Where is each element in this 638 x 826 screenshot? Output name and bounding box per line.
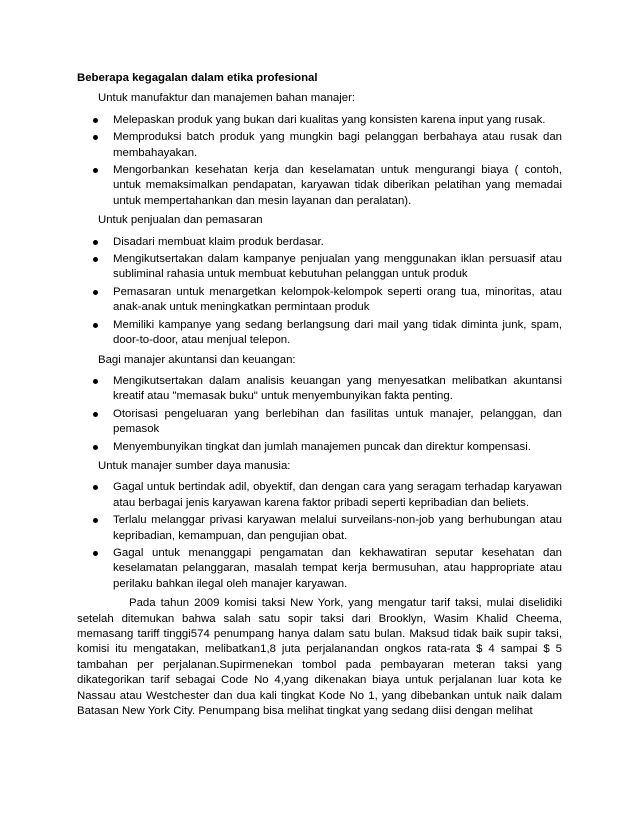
section-human-resources — [77, 459, 562, 592]
list-item-text: Mengorbankan kesehatan kerja dan keselamatan untuk mengurangi biaya ( contoh, untuk memaksimalkan pendapatan, karyawan tidak diberikan pelatihan yang memadai untuk mempertahankan dan mesin layanan dan peralatan). — [113, 164, 562, 207]
document-title: Beberapa kegagalan dalam etika profesional — [77, 72, 318, 84]
list-item — [113, 163, 562, 209]
list-item — [113, 374, 562, 405]
list-item-text: Disadari membuat klaim produk berdasar. — [113, 235, 324, 248]
section-sales-marketing — [77, 213, 562, 348]
list-item — [113, 285, 562, 316]
list-item-text: Mengikutsertakan dalam analisis keuangan yang menyesatkan melibatkan akuntansi kreatif atau "memasak buku" untuk menyembunyikan fakta penting. — [113, 374, 562, 403]
list-item-text: Otorisasi pengeluaran yang berlebihan dan fasilitas untuk manajer, pelanggan, dan pemasok — [113, 407, 562, 436]
list-item-text: Mengikutsertakan dalam kampanye penjualan yang menggunakan iklan persuasif atau subliminal rahasia untuk membuat kebutuhan pelanggan untuk produk — [113, 253, 562, 281]
section-heading: Untuk penjualan dan pemasaran — [98, 214, 263, 227]
body-paragraph: Pada tahun 2009 komisi taksi New York, yang mengatur tarif taksi, mulai diselidiki setelah ditemukan bahwa salah satu sopir taksi dari Brooklyn, Wasim Khalid Cheema, memasang tariff tinggi574 penumpang hanya dalam satu bulan. Maksud tidak baik supir taksi, komisi itu mengatakan, melibatkan1,8 juta perjalanandan ongkos rata-rata $ 4 sampai $ 5 tambahan per perjalanan.Supirmenekan tombol pada pembayaran meteran taksi yang dikategorikan tarif sebagai Code No 4,yang dikenakan biaya untuk perjalanan luar kota ke Nassau atau Westchester dan dua kali tingkat Kode No 1, yang dibebankan untuk naik dalam Batasan New York City. Penumpang bisa melihat tingkat yang sedang diisi dengan melihat — [77, 597, 562, 718]
bullet-list — [77, 235, 562, 349]
section-accounting-finance — [77, 353, 562, 455]
section-heading: Untuk manajer sumber daya manusia: — [98, 459, 291, 472]
section-heading: Bagi manajer akuntansi dan keuangan: — [98, 353, 296, 366]
list-item — [113, 440, 562, 455]
list-item — [113, 407, 562, 438]
list-item — [113, 130, 562, 161]
list-item — [113, 513, 562, 544]
bullet-list — [77, 480, 562, 592]
list-item — [113, 235, 562, 250]
list-item — [113, 318, 562, 349]
list-item-text: Memiliki kampanye yang sedang berlangsung dari mail yang tidak diminta junk, spam, door-to-door, atau menjual telepon. — [113, 318, 562, 347]
list-item — [113, 480, 562, 511]
section-heading: Untuk manufaktur dan manajemen bahan manajer: — [98, 92, 356, 105]
bullet-list — [77, 374, 562, 455]
list-item-text: Pemasaran untuk menargetkan kelompok-kelompok seperti orang tua, minoritas, atau anak-anak untuk meningkatkan permintaan produk — [113, 285, 562, 314]
list-item-text: Gagal untuk menanggapi pengamatan dan kekhawatiran seputar kesehatan dan keselamatan pelanggaran, masalah tempat kerja bermusuhan, atau happropriate atau perilaku bahkan ilegal oleh manajer karyawan. — [113, 546, 562, 590]
list-item-text: Menyembunyikan tingkat dan jumlah manajemen puncak dan direktur kompensasi. — [113, 440, 531, 453]
list-item — [113, 252, 562, 283]
list-item-text: Melepaskan produk yang bukan dari kualitas yang konsisten karena input yang rusak. — [113, 113, 546, 126]
bullet-list — [77, 113, 562, 209]
list-item-text: Terlalu melanggar privasi karyawan melalui surveilans-non-job yang berhubungan atau kepribadian, kemampuan, dan pengujian obat. — [113, 514, 562, 542]
list-item-text: Memproduksi batch produk yang mungkin bagi pelanggan berbahaya atau rusak dan membahayakan. — [113, 131, 562, 159]
section-manufacturing — [77, 91, 562, 209]
list-item-text: Gagal untuk bertindak adil, obyektif, dan dengan cara yang seragam terhadap karyawan atau berbagai jenis karyawan karena faktor pribadi seperti kepribadian dan beliets. — [113, 481, 562, 509]
list-item — [113, 546, 562, 592]
list-item — [113, 113, 562, 128]
